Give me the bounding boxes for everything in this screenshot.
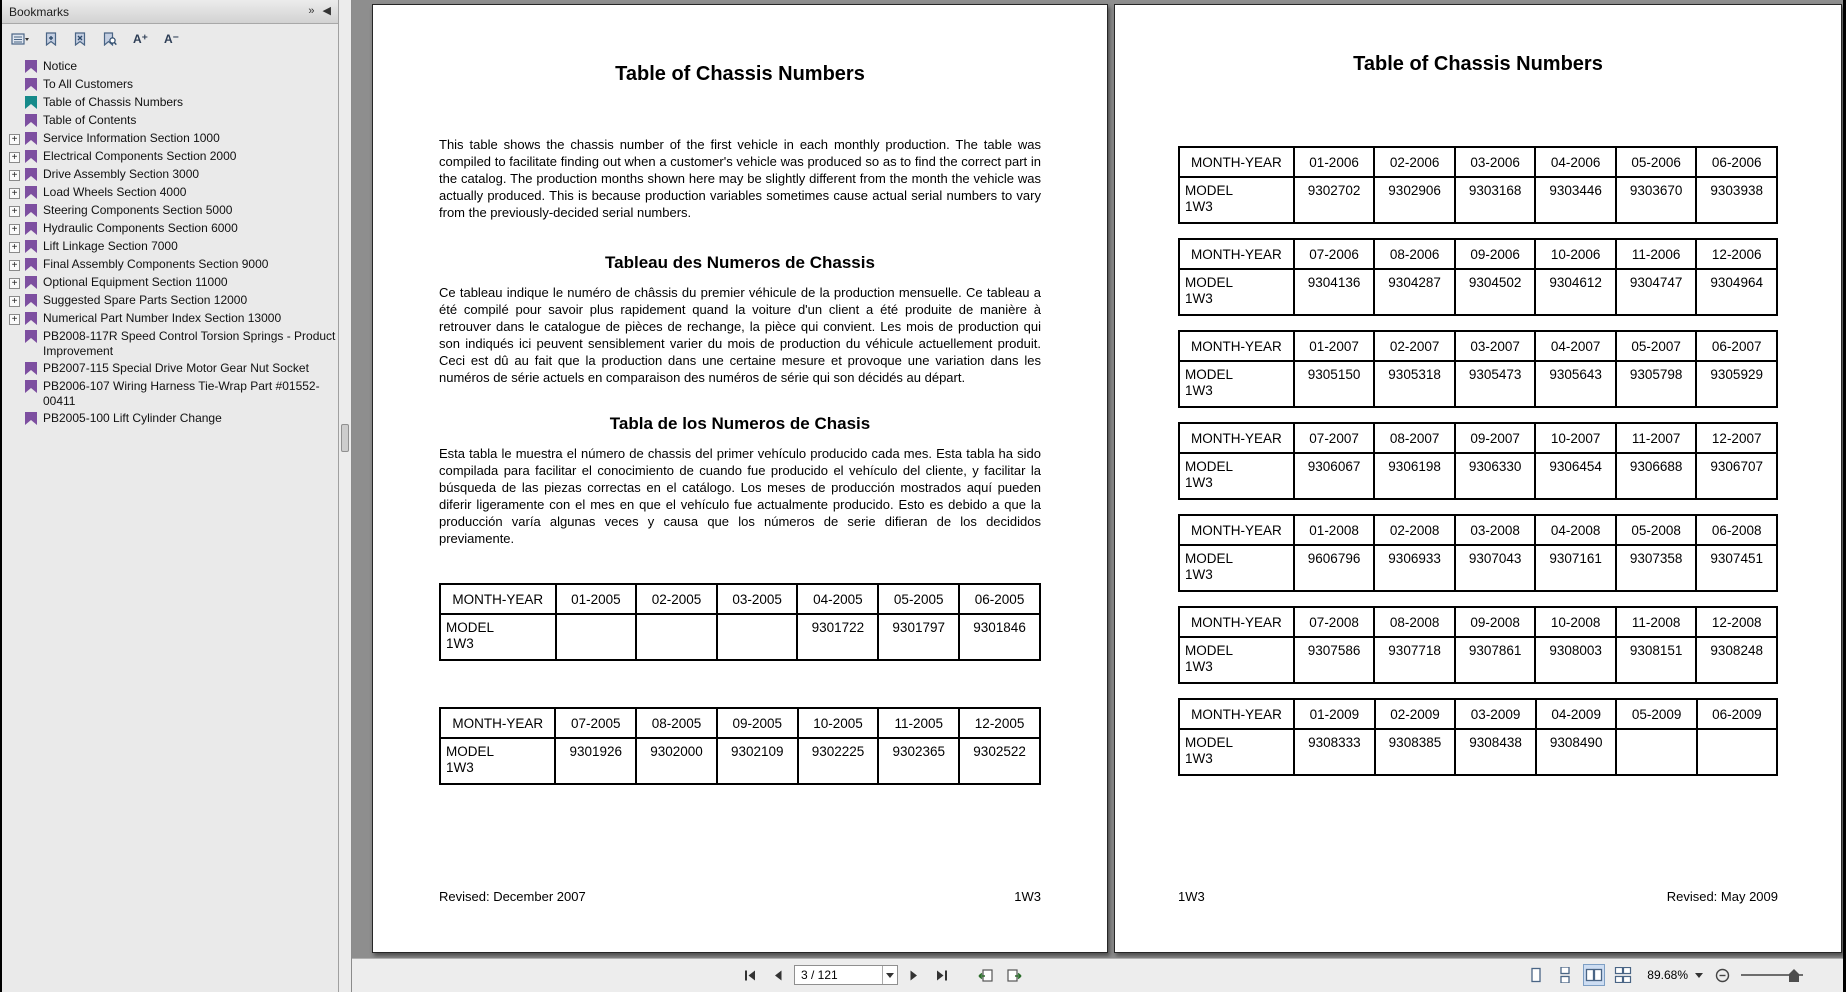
bookmark-expand-plus-icon[interactable]: +	[9, 278, 20, 289]
bookmark-ribbon-icon	[25, 114, 37, 127]
chassis-number-cell: 9305150	[1294, 361, 1375, 407]
heading-french: Tableau des Numeros de Chassis	[605, 253, 875, 272]
bookmark-expand-plus-icon[interactable]: +	[9, 152, 20, 163]
month-cell: 06-2009	[1697, 699, 1777, 729]
page-title: Table of Chassis Numbers	[1353, 53, 1603, 75]
chassis-number-cell: 9302906	[1374, 177, 1455, 223]
chassis-number-cell: 9304502	[1455, 269, 1536, 315]
chassis-number-cell: 9306330	[1455, 453, 1536, 499]
zoom-level-value[interactable]: 89.68%	[1647, 968, 1688, 982]
bookmark-ribbon-icon	[25, 60, 37, 73]
chassis-number-table	[1178, 238, 1778, 316]
bookmark-ribbon-icon	[25, 312, 37, 325]
bookmark-expand-plus-icon[interactable]: +	[9, 296, 20, 307]
bookmark-item[interactable]	[2, 166, 338, 184]
pdf-viewer-window	[2, 0, 1843, 992]
chassis-number-cell: 9308003	[1535, 637, 1616, 683]
chassis-number-cell: 9606796	[1294, 545, 1375, 591]
chassis-number-cell: 9303446	[1535, 177, 1616, 223]
zoom-slider[interactable]	[1741, 967, 1803, 983]
chassis-number-cell: 9308490	[1536, 729, 1617, 775]
bookmark-item[interactable]	[2, 378, 338, 410]
bookmarks-panel-header	[2, 0, 338, 24]
bookmark-label[interactable]: Hydraulic Components Section 6000	[43, 221, 238, 235]
chassis-number-cell: 9305929	[1696, 361, 1777, 407]
chassis-number-cell: 9307358	[1616, 545, 1697, 591]
bookmark-ribbon-icon	[25, 330, 37, 343]
bookmark-item[interactable]	[2, 58, 338, 76]
month-cell: 06-2005	[959, 584, 1040, 614]
bookmark-label[interactable]: Service Information Section 1000	[43, 131, 220, 145]
month-year-header-cell: MONTH-YEAR	[1179, 607, 1294, 637]
bookmark-label[interactable]: PB2007-115 Special Drive Motor Gear Nut Socket	[43, 361, 309, 375]
chassis-number-cell: 9308151	[1616, 637, 1697, 683]
bookmark-expand-plus-icon[interactable]: +	[9, 224, 20, 235]
bookmark-expand-plus-icon[interactable]: +	[9, 170, 20, 181]
bookmark-expand-plus-icon[interactable]: +	[9, 188, 20, 199]
month-cell: 01-2009	[1294, 699, 1375, 729]
month-cell: 11-2005	[878, 708, 959, 738]
chassis-number-cell	[1697, 729, 1777, 775]
bookmark-ribbon-icon	[25, 132, 37, 145]
page-navigation-cluster	[738, 964, 1026, 986]
model-label-cell: MODEL 1W3	[440, 614, 556, 660]
bookmark-expand-spacer	[9, 382, 23, 393]
chassis-number-cell: 9302522	[959, 738, 1040, 784]
intro-paragraph-french: Ce tableau indique le numéro de châssis du premier véhicule de la production mensuelle. Ce tableau a été compilé pour savoir plus rapidement quand la voiture d'un client a été produite de manière à retrouver dans le catalogue de pièces de rechange, la pièce qui convient. Les mois de production qui son indiqués ici peuvent sensiblement varier du mois de production du véhicule actuellement produit. Ceci est dû au fait que la production dans une certaine mesure et provoque une variation dans les numéros de série actuels en comparaison des numéros de série qui son décidés au départ.	[439, 285, 1041, 385]
month-cell: 02-2006	[1374, 147, 1455, 177]
intro-paragraph-spanish: Esta tabla le muestra el número de chassis del primer vehículo producido cada mes. Esta tabla ha sido compilada para facilitar el conocimiento de cuando fue producido el vehículo del cliente, y facilitar la búsqueda de las piezas correctas en el catálogo. Los meses de producción mostrados aquí pueden diferir ligeramente con el mes en que el vehículo fue actualmente producido. Esto es debido a que la producción varía algunas veces y causa que los números de serie difieran de los decididos previamente.	[439, 446, 1041, 546]
month-cell: 04-2005	[797, 584, 878, 614]
month-year-header-cell: MONTH-YEAR	[1179, 423, 1294, 453]
chassis-number-cell: 9302109	[717, 738, 798, 784]
bookmark-expand-spacer	[9, 364, 23, 375]
zoom-slider-thumb[interactable]	[1789, 969, 1799, 982]
heading-spanish: Tabla de los Numeros de Chasis	[609, 414, 871, 433]
month-cell: 07-2006	[1294, 239, 1375, 269]
chassis-number-cell	[636, 614, 717, 660]
chassis-number-cell: 9303938	[1696, 177, 1777, 223]
month-cell: 02-2009	[1375, 699, 1456, 729]
bookmark-ribbon-icon	[25, 380, 37, 393]
bookmark-label[interactable]: Suggested Spare Parts Section 12000	[43, 293, 248, 307]
chassis-number-cell: 9307043	[1455, 545, 1536, 591]
bookmark-item[interactable]	[2, 220, 338, 238]
month-cell: 09-2007	[1455, 423, 1536, 453]
bookmark-ribbon-icon	[25, 294, 37, 307]
month-cell: 08-2008	[1374, 607, 1455, 637]
bookmark-label[interactable]: Lift Linkage Section 7000	[43, 239, 178, 253]
bookmark-label[interactable]: Steering Components Section 5000	[43, 203, 233, 217]
month-cell: 05-2007	[1616, 331, 1697, 361]
month-cell: 10-2005	[798, 708, 879, 738]
chassis-number-cell: 9306933	[1374, 545, 1455, 591]
zoom-cluster	[1525, 964, 1803, 986]
bookmark-expand-spacer	[9, 98, 23, 109]
bookmark-expand-spacer	[9, 80, 23, 91]
first-page-button[interactable]	[738, 964, 762, 986]
bookmark-label[interactable]: Electrical Components Section 2000	[43, 149, 237, 163]
bookmark-label[interactable]: PB2008-117R Speed Control Torsion Springs - Product Improvement	[43, 329, 336, 358]
chassis-number-cell: 9305473	[1455, 361, 1536, 407]
chassis-number-cell: 9306454	[1535, 453, 1616, 499]
zoom-dropdown-icon[interactable]	[1695, 973, 1703, 978]
single-page-view-button[interactable]	[1525, 964, 1547, 986]
month-cell: 03-2009	[1455, 699, 1536, 729]
chassis-number-cell: 9301846	[959, 614, 1040, 660]
chassis-number-table	[1178, 146, 1778, 224]
footer-model-code: 1W3	[1178, 889, 1205, 904]
chassis-number-table	[1178, 698, 1778, 776]
page-footer	[439, 889, 1041, 904]
find-bookmark-icon[interactable]	[103, 32, 117, 46]
bookmark-item[interactable]	[2, 184, 338, 202]
bookmark-item[interactable]	[2, 410, 338, 428]
month-cell: 01-2008	[1294, 515, 1375, 545]
intro-paragraph-english: This table shows the chassis number of the first vehicle in each monthly production. The table was compiled to facilitate finding out when a customer's vehicle was produced so as to find the correct part in the catalog. The production months shown here may be slightly different from the month the vehicle was actually produced. This is because production variables sometimes cause actual serial numbers to vary from the previously-decided serial numbers.	[439, 137, 1041, 220]
panel-scrollbar[interactable]	[338, 0, 352, 992]
month-cell: 12-2006	[1696, 239, 1777, 269]
month-cell: 02-2008	[1374, 515, 1455, 545]
month-cell: 12-2007	[1696, 423, 1777, 453]
month-year-header-cell: MONTH-YEAR	[1179, 239, 1294, 269]
bookmarks-panel-title: Bookmarks	[9, 4, 70, 19]
chassis-number-cell	[556, 614, 637, 660]
bookmark-ribbon-icon	[25, 240, 37, 253]
panel-scrollbar-thumb[interactable]	[341, 424, 349, 452]
bookmark-ribbon-icon	[25, 412, 37, 425]
bookmark-ribbon-icon	[25, 96, 37, 109]
chassis-number-cell: 9301926	[555, 738, 636, 784]
month-cell: 08-2006	[1374, 239, 1455, 269]
chassis-number-table	[1178, 606, 1778, 684]
page-number-input[interactable]	[794, 965, 898, 985]
bookmark-label[interactable]: To All Customers	[43, 77, 134, 91]
next-view-button[interactable]	[1002, 964, 1026, 986]
bookmark-label[interactable]: PB2005-100 Lift Cylinder Change	[43, 411, 222, 425]
month-cell: 07-2005	[555, 708, 636, 738]
bookmark-expand-spacer	[9, 332, 23, 343]
bookmark-item[interactable]	[2, 292, 338, 310]
bookmark-label[interactable]: PB2006-107 Wiring Harness Tie-Wrap Part #01552-00411	[43, 379, 320, 408]
delete-bookmark-icon[interactable]	[74, 32, 87, 46]
bookmark-item[interactable]	[2, 274, 338, 292]
page-number-value[interactable]: 3 / 121	[801, 968, 838, 982]
chassis-number-cell: 9307718	[1374, 637, 1455, 683]
bookmark-expand-spacer	[9, 62, 23, 73]
bookmark-ribbon-icon	[25, 204, 37, 217]
bookmark-item[interactable]	[2, 202, 338, 220]
two-page-continuous-view-button[interactable]	[1612, 964, 1634, 986]
bookmark-ribbon-icon	[25, 258, 37, 271]
chassis-number-cell: 9304747	[1616, 269, 1697, 315]
chassis-number-cell: 9302000	[636, 738, 717, 784]
text-larger-icon[interactable]: A⁺	[133, 32, 148, 46]
month-cell: 04-2007	[1535, 331, 1616, 361]
month-cell: 10-2006	[1535, 239, 1616, 269]
bookmark-label[interactable]: Drive Assembly Section 3000	[43, 167, 200, 181]
footer-revision-date: Revised: May 2009	[1666, 889, 1778, 904]
chassis-number-cell: 9306067	[1294, 453, 1375, 499]
month-year-header-cell: MONTH-YEAR	[440, 708, 555, 738]
chassis-number-table	[1178, 514, 1778, 592]
bookmark-item[interactable]	[2, 130, 338, 148]
chassis-number-cell: 9306688	[1616, 453, 1697, 499]
month-year-header-cell: MONTH-YEAR	[1179, 331, 1294, 361]
month-cell: 08-2005	[636, 708, 717, 738]
bookmark-ribbon-icon	[25, 186, 37, 199]
model-label-cell: MODEL 1W3	[1179, 269, 1294, 315]
bookmark-ribbon-icon	[25, 168, 37, 181]
bookmark-label[interactable]: Table of Contents	[43, 113, 137, 127]
month-cell: 05-2006	[1616, 147, 1697, 177]
chassis-number-cell: 9304612	[1535, 269, 1616, 315]
chassis-number-cell: 9306198	[1374, 453, 1455, 499]
bookmark-expand-plus-icon[interactable]: +	[9, 314, 20, 325]
chassis-number-cell: 9304964	[1696, 269, 1777, 315]
chassis-number-cell	[717, 614, 798, 660]
month-cell: 07-2007	[1294, 423, 1375, 453]
month-cell: 12-2005	[959, 708, 1040, 738]
bookmark-ribbon-icon	[25, 78, 37, 91]
bookmark-ribbon-icon	[25, 276, 37, 289]
month-cell: 02-2005	[636, 584, 717, 614]
bookmarks-panel	[2, 0, 338, 992]
chassis-number-cell: 9305643	[1535, 361, 1616, 407]
chassis-number-cell: 9305318	[1374, 361, 1455, 407]
month-cell: 11-2007	[1616, 423, 1697, 453]
month-cell: 06-2008	[1696, 515, 1777, 545]
chassis-tables-right	[1178, 146, 1778, 776]
bookmark-expand-spacer	[9, 414, 23, 425]
month-cell: 10-2008	[1535, 607, 1616, 637]
bookmark-label[interactable]: Optional Equipment Section 11000	[43, 275, 228, 289]
month-cell: 11-2006	[1616, 239, 1697, 269]
text-smaller-icon[interactable]: A⁻	[164, 32, 179, 46]
model-label-cell: MODEL 1W3	[1179, 545, 1294, 591]
chassis-number-cell: 9306707	[1696, 453, 1777, 499]
panel-dock-arrow-icon[interactable]: ◀	[322, 5, 331, 17]
bookmark-expand-plus-icon[interactable]: +	[9, 260, 20, 271]
chassis-number-cell: 9308438	[1455, 729, 1536, 775]
model-label-cell: MODEL 1W3	[440, 738, 555, 784]
month-cell: 05-2008	[1616, 515, 1697, 545]
chassis-number-table	[1178, 422, 1778, 500]
bookmark-label[interactable]: Final Assembly Components Section 9000	[43, 257, 269, 271]
model-label-cell: MODEL 1W3	[1179, 361, 1294, 407]
month-cell: 01-2005	[556, 584, 637, 614]
month-cell: 06-2007	[1696, 331, 1777, 361]
month-cell: 03-2007	[1455, 331, 1536, 361]
month-cell: 04-2008	[1535, 515, 1616, 545]
month-cell: 09-2006	[1455, 239, 1536, 269]
previous-page-button[interactable]	[766, 964, 790, 986]
chassis-number-cell: 9308385	[1375, 729, 1456, 775]
model-label-cell: MODEL 1W3	[1179, 177, 1294, 223]
chassis-number-cell: 9303168	[1455, 177, 1536, 223]
month-cell: 05-2009	[1616, 699, 1696, 729]
chassis-number-cell: 9307586	[1294, 637, 1375, 683]
bookmark-expand-spacer	[9, 116, 23, 127]
bookmark-label[interactable]: Numerical Part Number Index Section 13000	[43, 311, 282, 325]
month-cell: 03-2005	[717, 584, 798, 614]
month-cell: 01-2007	[1294, 331, 1375, 361]
chassis-number-cell: 9303670	[1616, 177, 1697, 223]
bookmark-item[interactable]	[2, 360, 338, 378]
bookmark-label[interactable]: Notice	[43, 59, 78, 73]
bookmark-label[interactable]: Table of Chassis Numbers	[43, 95, 184, 109]
bookmark-item[interactable]	[2, 76, 338, 94]
bookmark-item[interactable]	[2, 328, 338, 360]
bookmark-expand-plus-icon[interactable]: +	[9, 134, 20, 145]
bookmark-item[interactable]	[2, 94, 338, 112]
previous-view-button[interactable]	[974, 964, 998, 986]
bookmarks-list	[2, 56, 338, 992]
bookmark-ribbon-icon	[25, 222, 37, 235]
bookmark-ribbon-icon	[25, 362, 37, 375]
month-cell: 03-2006	[1455, 147, 1536, 177]
bookmark-label[interactable]: Load Wheels Section 4000	[43, 185, 187, 199]
model-label-cell: MODEL 1W3	[1179, 637, 1294, 683]
bookmark-ribbon-icon	[25, 150, 37, 163]
chassis-number-cell: 9308333	[1294, 729, 1375, 775]
month-year-header-cell: MONTH-YEAR	[440, 584, 556, 614]
chassis-number-cell: 9304287	[1374, 269, 1455, 315]
chassis-number-cell: 9307861	[1455, 637, 1536, 683]
chassis-number-cell: 9308248	[1696, 637, 1777, 683]
chassis-number-cell: 9307161	[1535, 545, 1616, 591]
next-page-button[interactable]	[902, 964, 926, 986]
zoom-out-button[interactable]	[1710, 964, 1734, 986]
chassis-number-cell: 9302225	[798, 738, 879, 784]
pdf-page-right	[1114, 4, 1842, 953]
month-cell: 09-2005	[717, 708, 798, 738]
two-page-view-button[interactable]	[1583, 964, 1605, 986]
chassis-number-cell: 9304136	[1294, 269, 1375, 315]
month-cell: 10-2007	[1535, 423, 1616, 453]
footer-revision-date: Revised: December 2007	[439, 889, 586, 904]
page-title: Table of Chassis Numbers	[615, 63, 865, 85]
page-footer	[1178, 889, 1778, 904]
month-cell: 09-2008	[1455, 607, 1536, 637]
chassis-number-cell: 9307451	[1696, 545, 1777, 591]
bookmark-expand-plus-icon[interactable]: +	[9, 206, 20, 217]
month-cell: 02-2007	[1374, 331, 1455, 361]
month-cell: 04-2009	[1536, 699, 1617, 729]
chassis-number-table	[1178, 330, 1778, 408]
last-page-button[interactable]	[930, 964, 954, 986]
model-label-cell: MODEL 1W3	[1179, 453, 1294, 499]
chassis-number-cell: 9302702	[1294, 177, 1375, 223]
chassis-number-cell: 9301797	[878, 614, 959, 660]
pdf-page-left	[372, 4, 1108, 953]
panel-collapse-chevrons-icon[interactable]: »	[308, 5, 315, 17]
chassis-tables-left	[439, 583, 1041, 785]
bookmark-item[interactable]	[2, 112, 338, 130]
bookmark-item[interactable]	[2, 148, 338, 166]
page-dropdown-icon[interactable]	[882, 966, 897, 984]
chassis-number-table	[439, 707, 1041, 785]
chassis-number-cell: 9301722	[797, 614, 878, 660]
chassis-number-cell: 9302365	[878, 738, 959, 784]
chassis-number-cell	[1616, 729, 1696, 775]
month-cell: 05-2005	[878, 584, 959, 614]
month-cell: 07-2008	[1294, 607, 1375, 637]
chassis-number-cell: 9305798	[1616, 361, 1697, 407]
month-cell: 08-2007	[1374, 423, 1455, 453]
document-pane[interactable]	[352, 0, 1843, 958]
bookmark-item[interactable]	[2, 256, 338, 274]
bookmarks-toolbar	[2, 24, 338, 54]
month-cell: 01-2006	[1294, 147, 1375, 177]
expand-current-bookmark-icon[interactable]	[11, 32, 29, 46]
new-bookmark-icon[interactable]	[45, 32, 58, 46]
month-cell: 11-2008	[1616, 607, 1697, 637]
chassis-number-table	[439, 583, 1041, 661]
month-year-header-cell: MONTH-YEAR	[1179, 515, 1294, 545]
month-cell: 03-2008	[1455, 515, 1536, 545]
month-year-header-cell: MONTH-YEAR	[1179, 699, 1294, 729]
month-cell: 04-2006	[1535, 147, 1616, 177]
bookmark-item[interactable]	[2, 238, 338, 256]
model-label-cell: MODEL 1W3	[1179, 729, 1294, 775]
month-cell: 12-2008	[1696, 607, 1777, 637]
continuous-view-button[interactable]	[1554, 964, 1576, 986]
month-year-header-cell: MONTH-YEAR	[1179, 147, 1294, 177]
bookmark-expand-plus-icon[interactable]: +	[9, 242, 20, 253]
footer-model-code: 1W3	[1014, 889, 1041, 904]
bookmark-item[interactable]	[2, 310, 338, 328]
viewer-statusbar	[352, 958, 1843, 992]
month-cell: 06-2006	[1696, 147, 1777, 177]
